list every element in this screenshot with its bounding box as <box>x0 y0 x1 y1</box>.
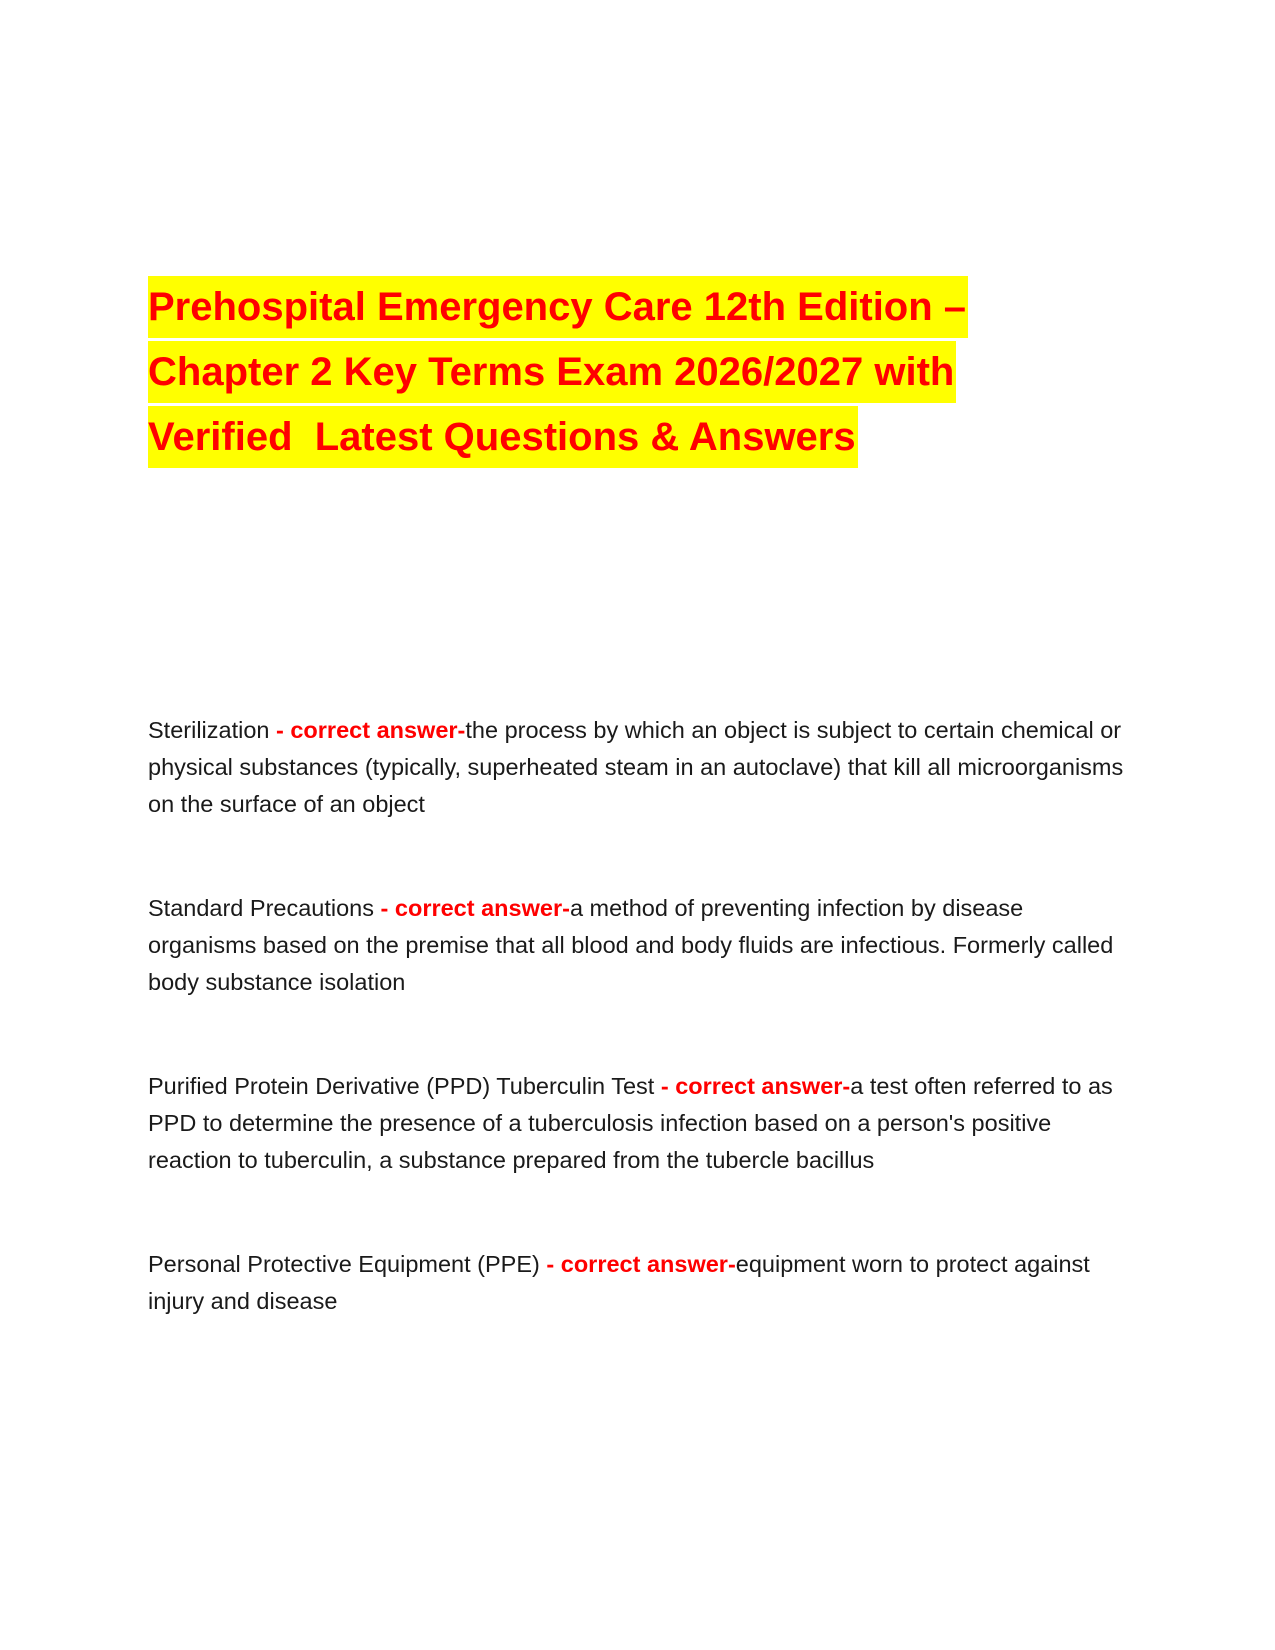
term-label: Personal Protective Equipment (PPE) <box>148 1251 547 1277</box>
correct-answer-marker: - correct answer- <box>546 1251 736 1277</box>
key-term-entry-standard-precautions <box>148 890 1128 1001</box>
term-definition: equipment worn to protect against injury and disease <box>148 1251 1090 1314</box>
title-line-2: Chapter 2 Key Terms Exam 2026/2027 with <box>148 341 956 403</box>
key-terms-list <box>148 712 1128 1320</box>
title-line-3: Verified Latest Questions & Answers <box>148 406 858 468</box>
correct-answer-marker: - correct answer- <box>380 895 570 921</box>
key-term-entry-sterilization <box>148 712 1128 823</box>
term-label: Purified Protein Derivative (PPD) Tuberculin Test <box>148 1073 661 1099</box>
title-line-1: Prehospital Emergency Care 12th Edition – <box>148 276 968 338</box>
key-term-entry-ppe <box>148 1246 1128 1320</box>
correct-answer-marker: - correct answer- <box>276 717 466 743</box>
term-label: Standard Precautions <box>148 895 381 921</box>
term-definition: the process by which an object is subject to certain chemical or physical substances (typically, superheated steam in an autoclave) that kill all microorganisms on the surface of an object <box>148 717 1124 817</box>
correct-answer-marker: - correct answer- <box>660 1073 851 1099</box>
term-definition: a method of preventing infection by disease organisms based on the premise that all blood and body fluids are infectious. Formerly called body substance isolation <box>148 895 1114 995</box>
key-term-entry-ppd-test <box>148 1068 1128 1179</box>
document-title <box>148 276 1148 471</box>
term-label: Sterilization <box>148 717 276 743</box>
term-definition: a test often referred to as PPD to determine the presence of a tuberculosis infection based on a person's positive reaction to tuberculin, a substance prepared from the tubercle bacillus <box>148 1073 1113 1173</box>
